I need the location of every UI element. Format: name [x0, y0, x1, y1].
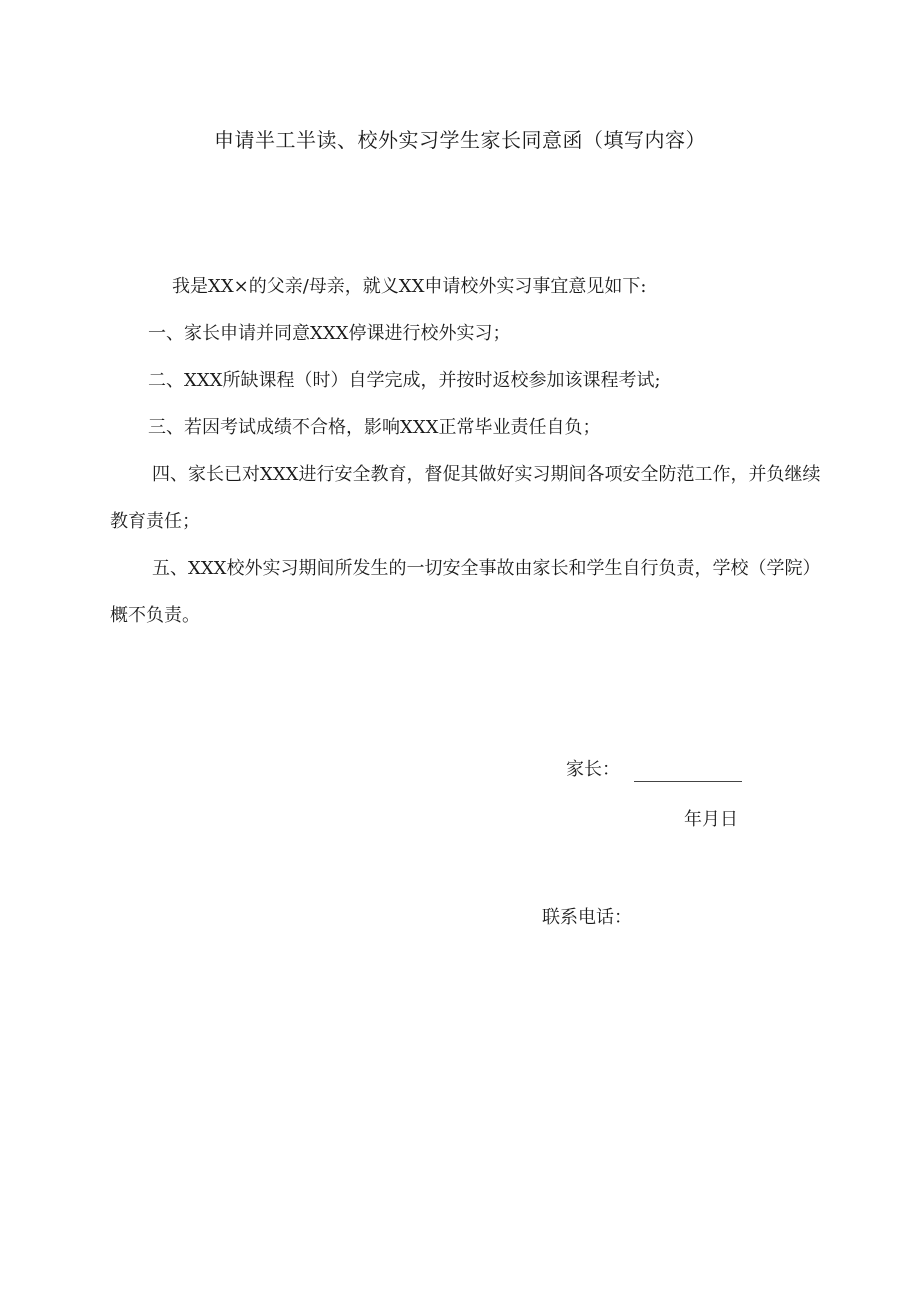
paragraph-item-2: 二、XXX所缺课程（时）自学完成，并按时返校参加该课程考试; [148, 370, 661, 391]
contact-phone-label: 联系电话： [542, 907, 632, 928]
parent-signature-label: 家长： [566, 759, 620, 780]
paragraph-intro: 我是XX×的父亲/母亲，就义XX申请校外实习事宜意见如下: [172, 276, 647, 297]
parent-signature [566, 758, 742, 782]
parent-signature-line [634, 761, 742, 782]
paragraph-item-4: 四、家长已对XXX进行安全教育，督促其做好实习期间各项安全防范工作，并负继续教育责任； [110, 464, 821, 532]
document-body [110, 263, 835, 639]
document-title: 申请半工半读、校外实习学生家长同意函（填写内容） [214, 128, 706, 152]
paragraph-item-3: 三、若因考试成绩不合格，影响XXX正常毕业责任自负； [148, 417, 601, 438]
paragraph-item-5: 五、XXX校外实习期间所发生的一切安全事故由家长和学生自行负责，学校（学院）概不负责。 [110, 558, 821, 626]
signature-date: 年月日 [684, 809, 738, 830]
paragraph-item-1: 一、家长申请并同意XXX停课进行校外实习； [148, 323, 511, 344]
